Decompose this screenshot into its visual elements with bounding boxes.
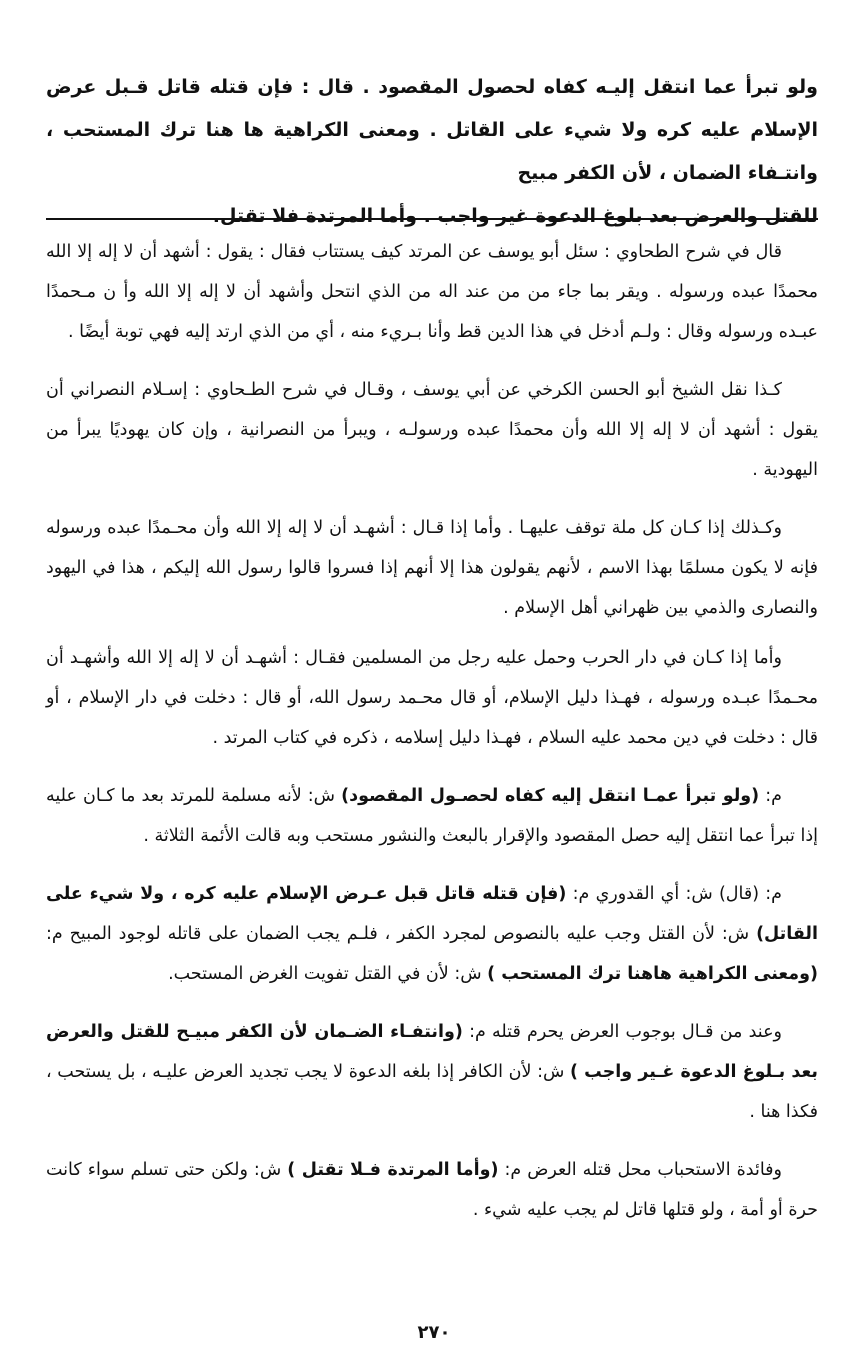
paragraph-6-rest: ش: لأن في القتل تفويت الغرض المستحب. [168, 964, 488, 984]
commentary-paragraph-2: كـذا نقل الشيخ أبو الحسن الكرخي عن أبي يوسف ، وقـال في شرح الطـحاوي : إسـلام النصراني أن يقول : أشهد أن لا إله إلا الله وأن محمدًا عبده ورسولـه ، ويبرأ من النصرانية ، وإن كان يهوديًا يبرأ من اليهودية . [46, 380, 818, 480]
paragraph-6-middle: ش: لأن القتل وجب عليه بالنصوص لمجرد الكفر ، فلـم يجب الضمان على قاتله لوجود المبيح م: [46, 924, 757, 944]
matn-body: ولو تبرأ عما انتقل إليـه كفاه لحصول المقصود . قال : فإن قتله قاتل قـبل عرض الإسلام عليه كره ولا شيء على القاتل . ومعنى الكراهية ها هنا ترك المستحب ، وانتـفاء الضمان ، لأن الكفر مبيح [46, 76, 818, 184]
paragraph-8-lead: وفائدة الاستحباب محل قتله العرض م: [498, 1160, 782, 1180]
commentary-paragraph-8 [46, 1150, 818, 1230]
matn-divider-line [46, 218, 818, 220]
paragraph-7-matn-quote: (وانتفـاء الضـمان لأن الكفر مبيـح للقتل والعرض بعد بـلوغ الدعوة غـير واجب ) [46, 1022, 818, 1082]
commentary-paragraph-1: قال في شرح الطحاوي : سئل أبو يوسف عن المرتد كيف يستتاب فقال : يقول : أشهد أن لا إله إلا الله محمدًا عبده ورسوله . ويقر بما جاء من من عند اله من الذي انتحل وأشهد أن لا إله إلا الله وأ ن مـحمدًا عبـده ورسوله وقال : ولـم أدخل في هذا الدين قط وأنا بـريء منه ، أي من الذي ارتد إليه فهي توبة أيضًا . [46, 242, 818, 342]
paragraph-5-lead: م: [759, 786, 782, 806]
commentary-paragraph-6 [46, 874, 818, 994]
commentary-paragraph-5 [46, 776, 818, 856]
matn-last-line: للقتل والعرض بعد بلوغ الدعوة غير واجب . وأما المرتدة فلا تقتل. [212, 205, 818, 227]
paragraph-7-lead: وعند من قـال بوجوب العرض يحرم قتله م: [462, 1022, 782, 1042]
page-number: ٢٧٠ [417, 1322, 451, 1343]
paragraph-6-matn-quote-2: (ومعنى الكراهية هاهنا ترك المستحب ) [487, 964, 818, 984]
paragraph-6-lead: م: (قال) ش: أي القدوري م: [566, 884, 782, 904]
commentary-paragraph-4: وأما إذا كـان في دار الحرب وحمل عليه رجل من المسلمين فقـال : أشهـد أن لا إله إلا الله وأشهـد أن محـمدًا عبـده ورسوله ، فهـذا دليل الإسلام، أو قال محـمد رسول الله، أو قال : دخلت في دار الإسلام ، أو قال : دخلت في دين محمد عليه السلام ، فهـذا دليل إسلامه ، ذكره في كتاب المرتد . [46, 648, 818, 748]
paragraph-5-rest: ش: لأنه مسلمة للمرتد بعد ما كـان عليه إذا تبرأ عما انتقل إليه حصل المقصود والإقرار بالبعث والنشور مستحب وبه قالت الأئمة الثلاثة . [46, 786, 818, 846]
paragraph-8-rest: ش: ولكن حتى تسلم سواء كانت حرة أو أمة ، ولو قتلها قاتل لم يجب عليه شيء . [46, 1160, 818, 1220]
paragraph-5-matn-quote: (ولو تبرأ عمـا انتقل إليه كفاه لحصـول المقصود) [341, 786, 760, 806]
paragraph-7-rest: ش: لأن الكافر إذا بلغه الدعوة لا يجب تجديد العرض عليـه ، بل يستحب ، فكذا هنا . [46, 1062, 818, 1122]
matn-text-block [46, 66, 818, 238]
commentary-paragraph-3: وكـذلك إذا كـان كل ملة توقف عليهـا . وأما إذا قـال : أشهـد أن لا إله إلا الله وأن محـمدًا عبده ورسوله فإنه لا يكون مسلمًا بهذا الاسم ، لأنهم يقولون هذا إلا أنهم إذا فسروا قالوا رسول الله إليكم ، هذا في اليهود والنصارى والذمي بين ظهراني أهل الإسلام . [46, 518, 818, 618]
commentary-block [46, 232, 818, 1248]
paragraph-6-matn-quote-1: (فإن قتله قاتل قبل عـرض الإسلام عليه كره ، ولا شيء على القاتل) [46, 884, 818, 944]
paragraph-8-matn-quote: (وأما المرتدة فـلا تقتل ) [287, 1160, 499, 1180]
commentary-paragraph-7 [46, 1012, 818, 1132]
